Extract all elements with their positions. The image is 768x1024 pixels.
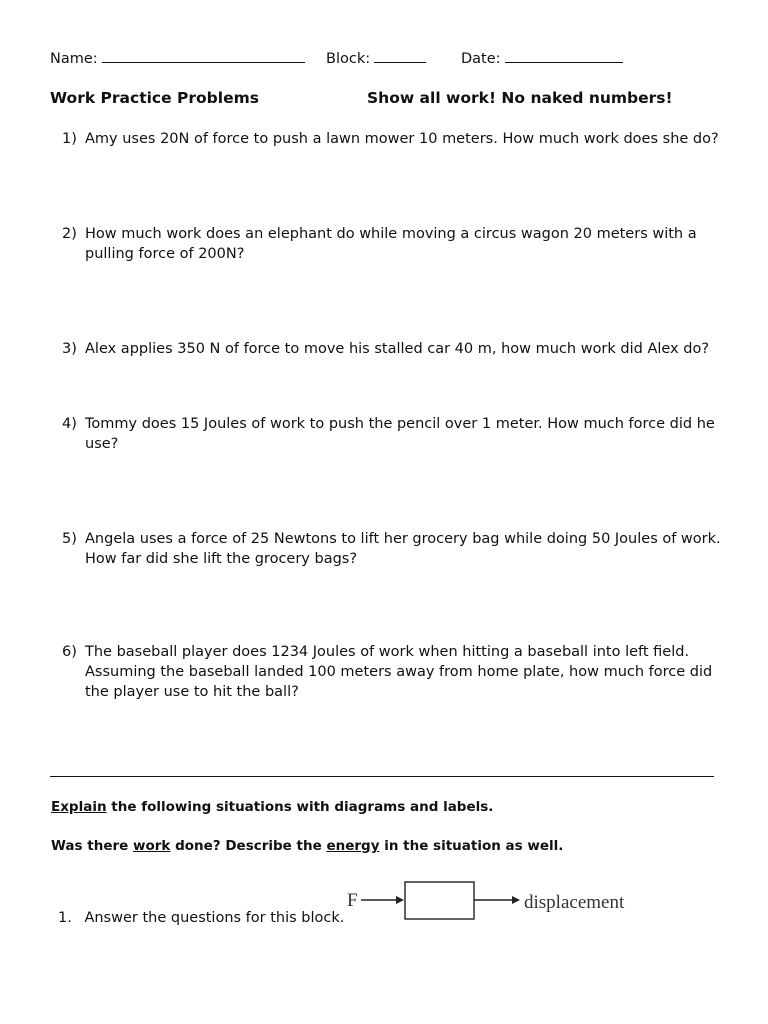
section-divider — [50, 776, 714, 777]
work-instruction: Show all work! No naked numbers! — [367, 89, 673, 107]
problem-3 — [62, 339, 722, 359]
work-keyword: work — [133, 838, 171, 854]
name-field — [50, 48, 305, 67]
problem-number: 2) — [62, 226, 77, 242]
work-energy-question — [51, 838, 563, 854]
problem-4 — [62, 414, 722, 454]
date-field — [461, 48, 623, 67]
question-part: Was there — [51, 838, 133, 854]
force-block-diagram — [344, 872, 644, 932]
block-field — [326, 48, 426, 67]
situation-item-1 — [58, 910, 344, 926]
problem-text: Amy uses 20N of force to push a lawn mower 10 meters. How much work does she do? — [85, 131, 719, 147]
displacement-arrowhead-icon — [512, 896, 520, 904]
item-text: Answer the questions for this block. — [84, 910, 345, 926]
block-blank — [374, 48, 426, 63]
explain-instruction — [51, 799, 493, 815]
question-part: done? Describe the — [170, 838, 327, 854]
problem-1 — [62, 129, 722, 149]
energy-keyword: energy — [326, 838, 380, 854]
force-label: F — [347, 890, 358, 911]
problem-text: How much work does an elephant do while moving a circus wagon 20 meters with a pulling force of 200N? — [85, 226, 697, 262]
item-number: 1. — [58, 910, 72, 926]
date-label: Date: — [461, 51, 501, 67]
force-arrowhead-icon — [396, 896, 404, 904]
explain-keyword: Explain — [51, 799, 107, 815]
problem-text: Alex applies 350 N of force to move his stalled car 40 m, how much work did Alex do? — [85, 341, 710, 357]
displacement-label: displacement — [524, 892, 625, 913]
block-box — [405, 882, 474, 919]
problem-number: 1) — [62, 131, 77, 147]
name-label: Name: — [50, 51, 98, 67]
name-blank — [102, 48, 305, 63]
problem-number: 3) — [62, 341, 77, 357]
problem-6 — [62, 642, 722, 702]
question-part: in the situation as well. — [379, 838, 564, 854]
problem-text: Tommy does 15 Joules of work to push the pencil over 1 meter. How much force did he use? — [85, 416, 715, 452]
problem-number: 6) — [62, 644, 77, 660]
problem-5 — [62, 529, 722, 569]
problem-text: Angela uses a force of 25 Newtons to lift her grocery bag while doing 50 Joules of work. How far did she lift the grocery bags? — [85, 531, 721, 567]
block-label: Block: — [326, 51, 371, 67]
problem-number: 5) — [62, 531, 77, 547]
explain-rest: the following situations with diagrams and labels. — [106, 799, 494, 815]
problem-number: 4) — [62, 416, 77, 432]
page-title: Work Practice Problems — [50, 89, 259, 107]
problem-2 — [62, 224, 722, 264]
date-blank — [505, 48, 623, 63]
problem-text: The baseball player does 1234 Joules of work when hitting a baseball into left field. Assuming the baseball landed 100 meters away from home plate, how much force did the player use to hit the ball? — [85, 644, 713, 700]
